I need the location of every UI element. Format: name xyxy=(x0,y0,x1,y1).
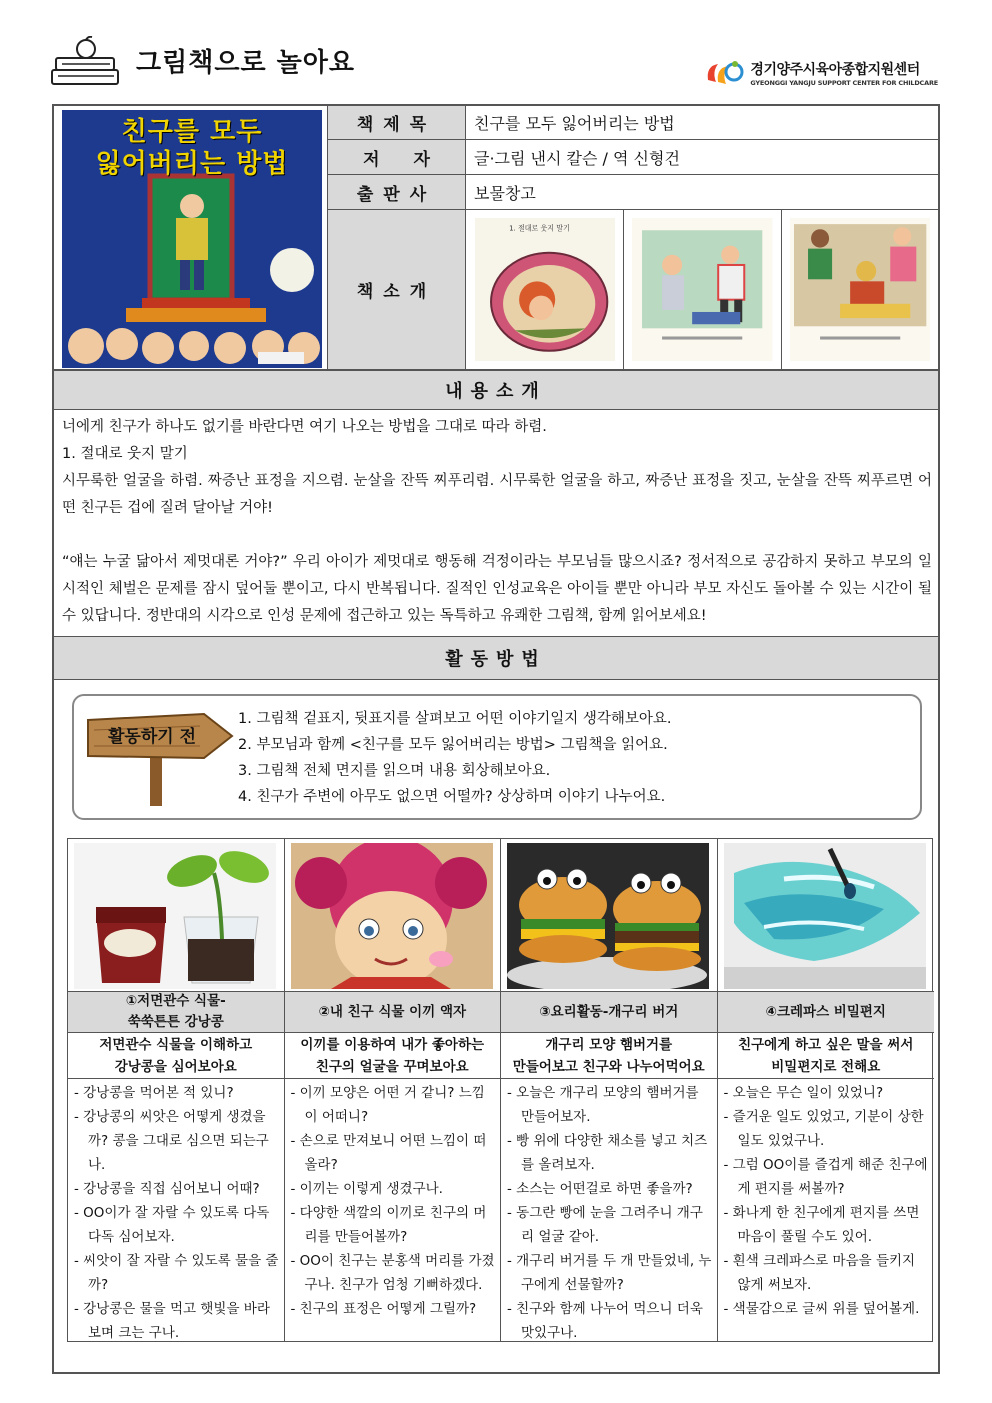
book-author-label: 저자 xyxy=(328,140,466,174)
activity-column-burger xyxy=(501,839,718,1341)
activity-section-heading: 활동방법 xyxy=(54,636,938,680)
worksheet-frame xyxy=(52,104,940,1374)
intro-image-1-caption: 1. 절대로 웃지 말기 xyxy=(509,223,570,233)
logo-mark-icon xyxy=(704,58,744,88)
bean-plant-photo xyxy=(74,843,276,989)
book-publisher-label: 출판사 xyxy=(328,175,466,209)
content-text xyxy=(62,414,932,630)
logo-english-text: GYEONGGI YANGJU SUPPORT CENTER FOR CHILDCARE xyxy=(750,79,938,87)
books-apple-icon xyxy=(48,36,124,88)
center-logo xyxy=(704,56,938,90)
activity-column-letter xyxy=(718,839,935,1341)
signpost-label: 활동하기 전 xyxy=(107,727,197,747)
activity-subtitle: 친구에게 하고 싶은 말을 써서 비밀편지로 전해요 xyxy=(718,1033,935,1079)
list-item: - 친구의 표정은 어떻게 그릴까? xyxy=(291,1297,497,1321)
logo-korean-text: 경기양주시육아종합지원센터 xyxy=(750,62,920,78)
intro-image-3 xyxy=(782,210,938,369)
list-item: - 이끼 모양은 어떤 거 같니? 느낌이 어떠니? xyxy=(291,1081,497,1129)
cover-title: 친구를 모두 잃어버리는 방법 xyxy=(95,117,289,179)
content-paragraph: 너에게 친구가 하나도 없기를 바란다면 여기 나오는 방법을 그대로 따라 하렴. xyxy=(62,419,547,435)
book-cover-image xyxy=(62,110,322,368)
book-title-row xyxy=(328,106,938,140)
activity-subtitle: 개구리 모양 햄버거를 만들어보고 친구와 나누어먹어요 xyxy=(501,1033,717,1079)
book-author-row xyxy=(328,140,938,175)
activity-subtitle: 이끼를 이용하여 내가 좋아하는 친구의 얼굴을 꾸며보아요 xyxy=(285,1033,501,1079)
book-title-value: 친구를 모두 잃어버리는 방법 xyxy=(474,114,675,133)
list-item: - 씨앗이 잘 자랄 수 있도록 물을 줄까? xyxy=(74,1249,280,1297)
activity-table xyxy=(67,838,933,1342)
activity-list xyxy=(291,1081,497,1321)
book-title-label: 책제목 xyxy=(328,106,466,139)
list-item: - 강낭콩의 씨앗은 어떻게 생겼을까? 콩을 그대로 심으면 되는구나. xyxy=(74,1105,280,1177)
list-item: - 즐거운 일도 있었고, 기분이 상한 일도 있었구나. xyxy=(724,1105,930,1153)
content-paragraph: 시무룩한 얼굴을 하렴. 짜증난 표정을 지으렴. 눈살을 잔뜩 찌푸리렴. 시무룩한 얼굴을 하고, 짜증난 표정을 짓고, 눈살을 잔뜩 찌푸르면 어떤 친구든 겁에 질려 달아날 거야! xyxy=(62,473,932,516)
list-item: - 동그란 빵에 눈을 그려주니 개구리 얼굴 같아. xyxy=(507,1201,713,1249)
activity-title: ③요리활동-개구리 버거 xyxy=(501,991,717,1033)
crayon-letter-photo xyxy=(724,843,926,989)
list-item: - 색물감으로 글씨 위를 덮어볼게. xyxy=(724,1297,930,1321)
book-intro-label: 책소개 xyxy=(328,210,466,369)
content-section-heading: 내용소개 xyxy=(54,370,938,410)
step-item: 4. 친구가 주변에 아무도 없으면 어떨까? 상상하며 이야기 나누어요. xyxy=(238,789,666,805)
activity-title: ④크레파스 비밀편지 xyxy=(718,991,935,1033)
activity-list xyxy=(724,1081,930,1321)
list-item: - 그럼 OO이를 즐겁게 해준 친구에게 편지를 써볼까? xyxy=(724,1153,930,1201)
intro-image-1 xyxy=(467,210,624,369)
activity-subtitle: 저면관수 식물을 이해하고 강낭콩을 심어보아요 xyxy=(68,1033,284,1079)
frog-burger-photo xyxy=(507,843,709,989)
intro-image-2 xyxy=(624,210,781,369)
activity-column-moss xyxy=(285,839,502,1341)
activity-list xyxy=(507,1081,713,1345)
list-item: - 친구와 함께 나누어 먹으니 더욱 맛있구나. xyxy=(507,1297,713,1345)
pre-activity-steps xyxy=(238,706,672,810)
list-item: - 오늘은 개구리 모양의 햄버거를 만들어보자. xyxy=(507,1081,713,1129)
step-item: 1. 그림책 겉표지, 뒷표지를 살펴보고 어떤 이야기일지 생각해보아요. xyxy=(238,711,672,727)
book-intro-images xyxy=(467,210,938,369)
book-author-value: 글·그림 낸시 칼슨 / 역 신형건 xyxy=(474,148,680,168)
list-item: - 개구리 버거를 두 개 만들었네, 누구에게 선물할까? xyxy=(507,1249,713,1297)
list-item: - OO이 친구는 분홍색 머리를 가졌구나. 친구가 엄청 기뻐하겠다. xyxy=(291,1249,497,1297)
list-item: - 소스는 어떤걸로 하면 좋을까? xyxy=(507,1177,713,1201)
page-header xyxy=(48,30,948,100)
step-item: 2. 부모님과 함께 <친구를 모두 잃어버리는 방법> 그림책을 읽어요. xyxy=(238,737,668,753)
list-item: - 강낭콩을 직접 심어보니 어때? xyxy=(74,1177,280,1201)
book-publisher-value: 보물창고 xyxy=(474,183,536,203)
list-item: - 흰색 크레파스로 마음을 들키지 않게 써보자. xyxy=(724,1249,930,1297)
list-item: - 손으로 만져보니 어떤 느낌이 떠올라? xyxy=(291,1129,497,1177)
content-paragraph: “얘는 누굴 닮아서 제멋대론 거야?” 우리 아이가 제멋대로 행동해 걱정이라는 부모님들 많으시죠? 정서적으로 공감하지 못하고 부모의 일시적인 체벌은 문제를 잠시 덮어둘 뿐이고, 다시 반복됩니다. 질적인 인성교육은 아이들 뿐만 아니라 부모 자신도 돌아볼 수 있는 시간이 될 수 있답니다. 정반대의 시각으로 인성 문제에 접근하고 있는 독특하고 유쾌한 그림책, 함께 읽어보세요! xyxy=(62,554,932,624)
list-item: - OO이가 잘 자랄 수 있도록 다독다독 심어보자. xyxy=(74,1201,280,1249)
content-paragraph: 1. 절대로 웃지 말기 xyxy=(62,446,188,462)
list-item: - 오늘은 무슨 일이 있었니? xyxy=(724,1081,930,1105)
pre-activity-box xyxy=(72,694,922,820)
list-item: - 다양한 색깔의 이끼로 친구의 머리를 만들어볼까? xyxy=(291,1201,497,1249)
page-title: 그림책으로 놀아요 xyxy=(136,48,355,78)
book-publisher-row xyxy=(328,175,938,210)
list-item: - 이끼는 이렇게 생겼구나. xyxy=(291,1177,497,1201)
activity-column-bean xyxy=(68,839,285,1341)
book-cover-cell xyxy=(54,106,328,370)
book-intro-row xyxy=(328,210,938,370)
step-item: 3. 그림책 전체 면지를 읽으며 내용 회상해보아요. xyxy=(238,763,551,779)
activity-title: ②내 친구 식물 이끼 액자 xyxy=(285,991,501,1033)
moss-frame-photo xyxy=(291,843,493,989)
signpost-icon xyxy=(84,706,234,806)
list-item: - 화나게 한 친구에게 편지를 쓰면 마음이 풀릴 수도 있어. xyxy=(724,1201,930,1249)
activity-list xyxy=(74,1081,280,1345)
list-item: - 빵 위에 다양한 채소를 넣고 치즈를 올려보자. xyxy=(507,1129,713,1177)
list-item: - 강낭콩은 물을 먹고 햇빛을 바라보며 크는 구나. xyxy=(74,1297,280,1345)
activity-title: ①저면관수 식물- 쑥쑥튼튼 강낭콩 xyxy=(68,991,284,1033)
list-item: - 강낭콩을 먹어본 적 있니? xyxy=(74,1081,280,1105)
